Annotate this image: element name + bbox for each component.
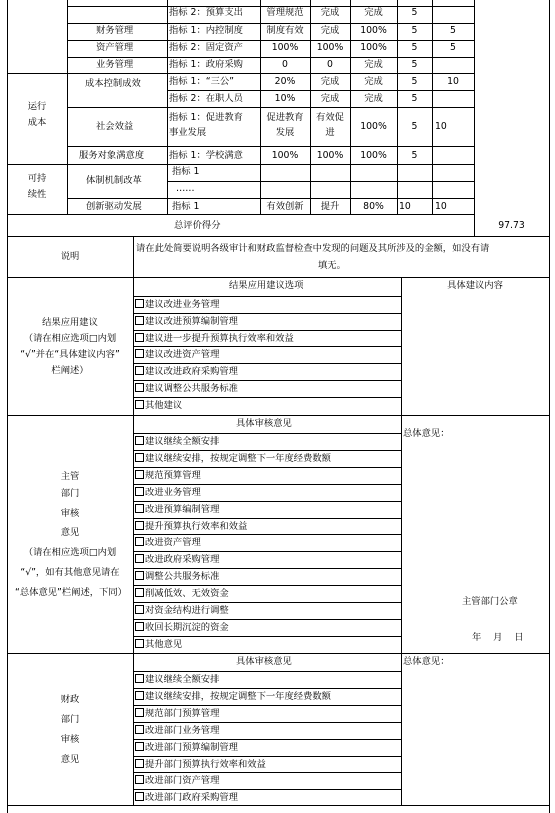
weight-cell: 10 [399,201,411,212]
weight-cell: 5 [411,7,418,18]
dim2-cell: 体制机制改革 [86,175,142,186]
indicator-cell: 指标 1：促进教育 [169,112,243,123]
option-row-divider [133,739,401,740]
option-item [135,366,238,377]
result-application-note-3: 栏阐述） [51,365,89,376]
rate-cell: 完成 [364,93,383,104]
option-item [135,691,331,702]
checkbox[interactable] [135,521,144,530]
target-cell: 10% [274,93,296,104]
option-row-divider [133,789,401,790]
score-cell: 10 [435,201,447,212]
checkbox[interactable] [135,470,144,479]
sustainability-label-2: 续性 [27,189,47,200]
checkbox[interactable] [135,453,144,462]
option-item [135,742,238,753]
checkbox[interactable] [135,299,144,308]
result-application-note-2: “√”并在“具体建议内容” [20,349,120,360]
finance-opinion-label-3: 审核 [60,734,80,745]
option-row-divider [133,602,401,603]
checkbox[interactable] [135,436,144,445]
target-cell: 100% [271,42,299,53]
checkbox[interactable] [135,742,144,751]
option-row-divider [133,313,401,314]
actual-cell: 完成 [320,93,340,104]
checkbox[interactable] [135,504,144,513]
indicator-cell: 指标 2：预算支出 [169,7,243,18]
checkbox[interactable] [135,588,144,597]
dim2-cell: 业务管理 [96,59,134,70]
dim2-cell: 财务管理 [96,25,134,36]
weight-cell: 5 [411,150,418,161]
result-content-header: 具体建议内容 [447,280,503,291]
checkbox[interactable] [135,537,144,546]
checkbox[interactable] [135,792,144,801]
option-row-divider [133,484,401,485]
option-label: 规范预算管理 [145,469,201,481]
option-item [135,554,219,565]
indicator-cell: 指标 1：内控制度 [169,25,243,36]
actual-cell: 完成 [320,76,340,87]
target-cell: 100% [271,150,299,161]
actual-cell: 100% [316,42,344,53]
checkbox[interactable] [135,775,144,784]
checkbox[interactable] [135,400,144,409]
actual-cell: 100% [316,150,344,161]
option-item [135,674,219,685]
total-score-value: 97.73 [498,220,525,231]
indicator-cell: 指标 1：学校满意 [169,150,243,161]
explanation-text: 请在此处简要说明各级审计和财政监督检查中发现的问题及其所涉及的金额，如没有请 [136,243,490,254]
option-item [135,487,201,498]
option-item [135,333,294,344]
option-label: 建议继续安排，按规定调整下一年度经费数额 [145,452,331,464]
option-item [135,708,219,719]
option-row-divider [133,756,401,757]
weight-cell: 5 [411,42,418,53]
dim2-cell: 创新驱动发展 [86,201,142,212]
target-cell: 有效创新 [266,201,304,212]
rate-cell: 100% [360,121,387,132]
option-row-divider [133,619,401,620]
option-row-divider [133,534,401,535]
target-cell: 制度有效 [266,25,304,36]
option-row-divider [133,568,401,569]
target-cell: 促进教育 [266,112,304,123]
result-application-label: 结果应用建议 [42,317,98,328]
option-label: 其他意见 [145,638,183,650]
option-item [135,571,219,582]
operating-cost-label: 运行 [27,101,47,112]
dept-opinion-header: 具体审核意见 [236,418,292,429]
option-label: 改进部门政府采购管理 [145,792,238,804]
option-row-divider [133,518,401,519]
option-item [135,622,229,633]
option-row-divider [133,551,401,552]
weight-cell: 5 [411,121,418,132]
option-row-divider [133,636,401,637]
checkbox[interactable] [135,554,144,563]
target-cell: 20% [274,76,296,87]
finance-overall-opinion-label: 总体意见： [403,656,450,667]
option-label: 建议调整公共服务标准 [145,383,238,394]
dim2-cell: 资产管理 [96,42,134,53]
option-item [135,792,238,803]
option-item [135,605,229,616]
dim2-cell: 成本控制成效 [85,78,141,89]
option-label: 建议继续安排，按规定调整下一年度经费数额 [145,690,331,702]
option-item [135,537,201,548]
explanation-label: 说明 [60,251,80,262]
dept-overall-opinion-label: 总体意见： [403,428,450,439]
option-row-divider [133,688,401,689]
explanation-text-2: 填无。 [318,260,346,271]
indicator-cell: 指标 1 [172,201,200,212]
option-item [135,400,182,411]
option-label: 改进资产管理 [145,537,201,549]
option-label: 建议改进业务管理 [145,299,220,310]
option-row-divider [133,296,401,297]
dept-opinion-note-2: “√”，如有其他意见请在 [20,567,120,578]
option-label: 削减低效、无效资金 [145,588,229,600]
option-label: 提升部门预算执行效率和效益 [145,758,266,770]
indicator-cell-2: 事业发展 [169,127,207,138]
target-cell: 管理规范 [266,7,304,18]
option-row-divider [133,450,401,451]
checkbox[interactable] [135,691,144,700]
option-row-divider [133,433,401,434]
option-item [135,436,219,447]
dept-opinion-note-3: “总体意见”栏阐述，下同） [15,587,127,598]
indicator-cell: 指标 2：在职人员 [169,93,243,104]
option-label: 建议进一步提升预算执行效率和效益 [145,332,294,344]
checkbox[interactable] [135,333,144,342]
checkbox[interactable] [135,708,144,717]
dim2-cell: 服务对象满意度 [79,150,145,161]
indicator-cell: 指标 1 [172,166,200,177]
option-item [135,639,182,650]
weight-cell: 5 [411,76,418,87]
result-application-note-1: （请在相应选项□内划 [23,333,117,344]
checkbox[interactable] [135,349,144,358]
actual-cell: 0 [327,59,333,70]
option-row-divider [133,380,401,381]
rate-cell: 100% [360,42,387,53]
weight-cell: 5 [411,59,418,70]
actual-cell: 有效促 [316,112,344,123]
score-cell: 5 [450,25,456,36]
checkbox[interactable] [135,487,144,496]
checkbox[interactable] [135,725,144,734]
option-row-divider [133,585,401,586]
table-border-right [549,0,550,813]
rate-cell: 完成 [364,7,383,18]
option-label: 建议继续全额安排 [145,436,220,447]
indicator-cell: 指标 1：政府采购 [169,59,243,70]
option-row-divider [133,501,401,502]
rate-cell: 100% [360,25,387,36]
checkbox[interactable] [135,605,144,614]
target-cell: 0 [282,59,288,70]
rate-cell: 100% [360,150,387,161]
option-row-divider [133,467,401,468]
rate-cell: 完成 [364,59,383,70]
indicator-cell: …… [176,183,195,194]
option-item [135,775,219,786]
dept-date-label: 年 月 日 [472,632,524,643]
table-border-bottom [7,805,550,806]
option-label: 对资金结构进行调整 [145,605,229,616]
score-cell: 10 [447,76,459,87]
checkbox[interactable] [135,639,144,648]
option-label: 规范部门预算管理 [145,707,220,719]
option-item [135,588,229,599]
actual-cell: 完成 [320,7,340,18]
dim2-cell: 社会效益 [96,121,134,132]
option-row-divider [133,671,401,672]
option-row-divider [133,705,401,706]
indicator-cell: 指标 1：“三公” [169,76,234,87]
option-row-divider [133,346,401,347]
actual-cell: 完成 [320,25,340,36]
option-item [135,453,331,464]
score-cell: 10 [435,121,447,132]
checkbox[interactable] [135,366,144,375]
option-item [135,521,247,532]
option-item [135,383,238,394]
actual-cell: 提升 [320,201,340,212]
finance-opinion-label-4: 意见 [60,754,80,765]
option-item [135,504,219,515]
rate-cell: 80% [363,201,384,212]
option-label: 改进部门资产管理 [145,775,220,787]
dept-opinion-label-3: 审核 [60,508,80,519]
option-label: 建议改进资产管理 [145,349,220,361]
option-item [135,349,219,360]
operating-cost-label-2: 成本 [27,117,47,128]
checkbox[interactable] [135,316,144,325]
sustainability-label: 可持 [27,173,47,184]
dept-opinion-label-1: 主管 [60,471,80,482]
weight-cell: 5 [411,93,418,104]
option-row-divider [133,397,401,398]
option-label: 改进预算编制管理 [145,503,220,515]
option-item [135,299,219,310]
option-label: 建议继续全额安排 [145,674,220,685]
rate-cell: 完成 [364,76,383,87]
option-label: 改进政府采购管理 [145,554,220,566]
option-label: 提升预算执行效率和效益 [145,520,248,532]
option-label: 改进部门预算编制管理 [145,741,238,753]
finance-opinion-label-1: 财政 [60,694,80,705]
finance-opinion-header: 具体审核意见 [236,656,292,667]
dept-opinion-note-1: （请在相应选项□内划 [23,547,117,558]
option-item [135,759,266,770]
option-label: 改进部门业务管理 [145,724,220,736]
indicator-cell: 指标 2：固定资产 [169,42,243,53]
option-item [135,470,201,481]
score-cell: 5 [450,42,456,53]
option-label: 建议改进预算编制管理 [145,315,238,327]
dept-seal-label: 主管部门公章 [462,596,518,607]
actual-cell-2: 进 [325,127,335,138]
checkbox[interactable] [135,383,144,392]
option-item [135,725,219,736]
option-row-divider [133,330,401,331]
checkbox[interactable] [135,674,144,683]
option-label: 其他建议 [145,399,183,411]
option-label: 调整公共服务标准 [145,571,220,583]
total-score-label: 总评价得分 [174,220,221,231]
weight-cell: 5 [411,25,418,36]
checkbox[interactable] [135,759,144,768]
option-label: 改进业务管理 [145,486,201,498]
checkbox[interactable] [135,622,144,631]
dept-opinion-label-4: 意见 [60,527,80,538]
target-cell-2: 发展 [275,127,295,138]
option-row-divider [133,363,401,364]
finance-opinion-label-2: 部门 [60,714,80,725]
checkbox[interactable] [135,571,144,580]
option-label: 收回长期沉淀的资金 [145,621,229,633]
result-options-header: 结果应用建议选项 [229,280,304,291]
option-row-divider [133,772,401,773]
option-row-divider [133,722,401,723]
option-label: 建议改进政府采购管理 [145,366,238,378]
option-item [135,316,238,327]
dept-opinion-label-2: 部门 [60,488,80,499]
